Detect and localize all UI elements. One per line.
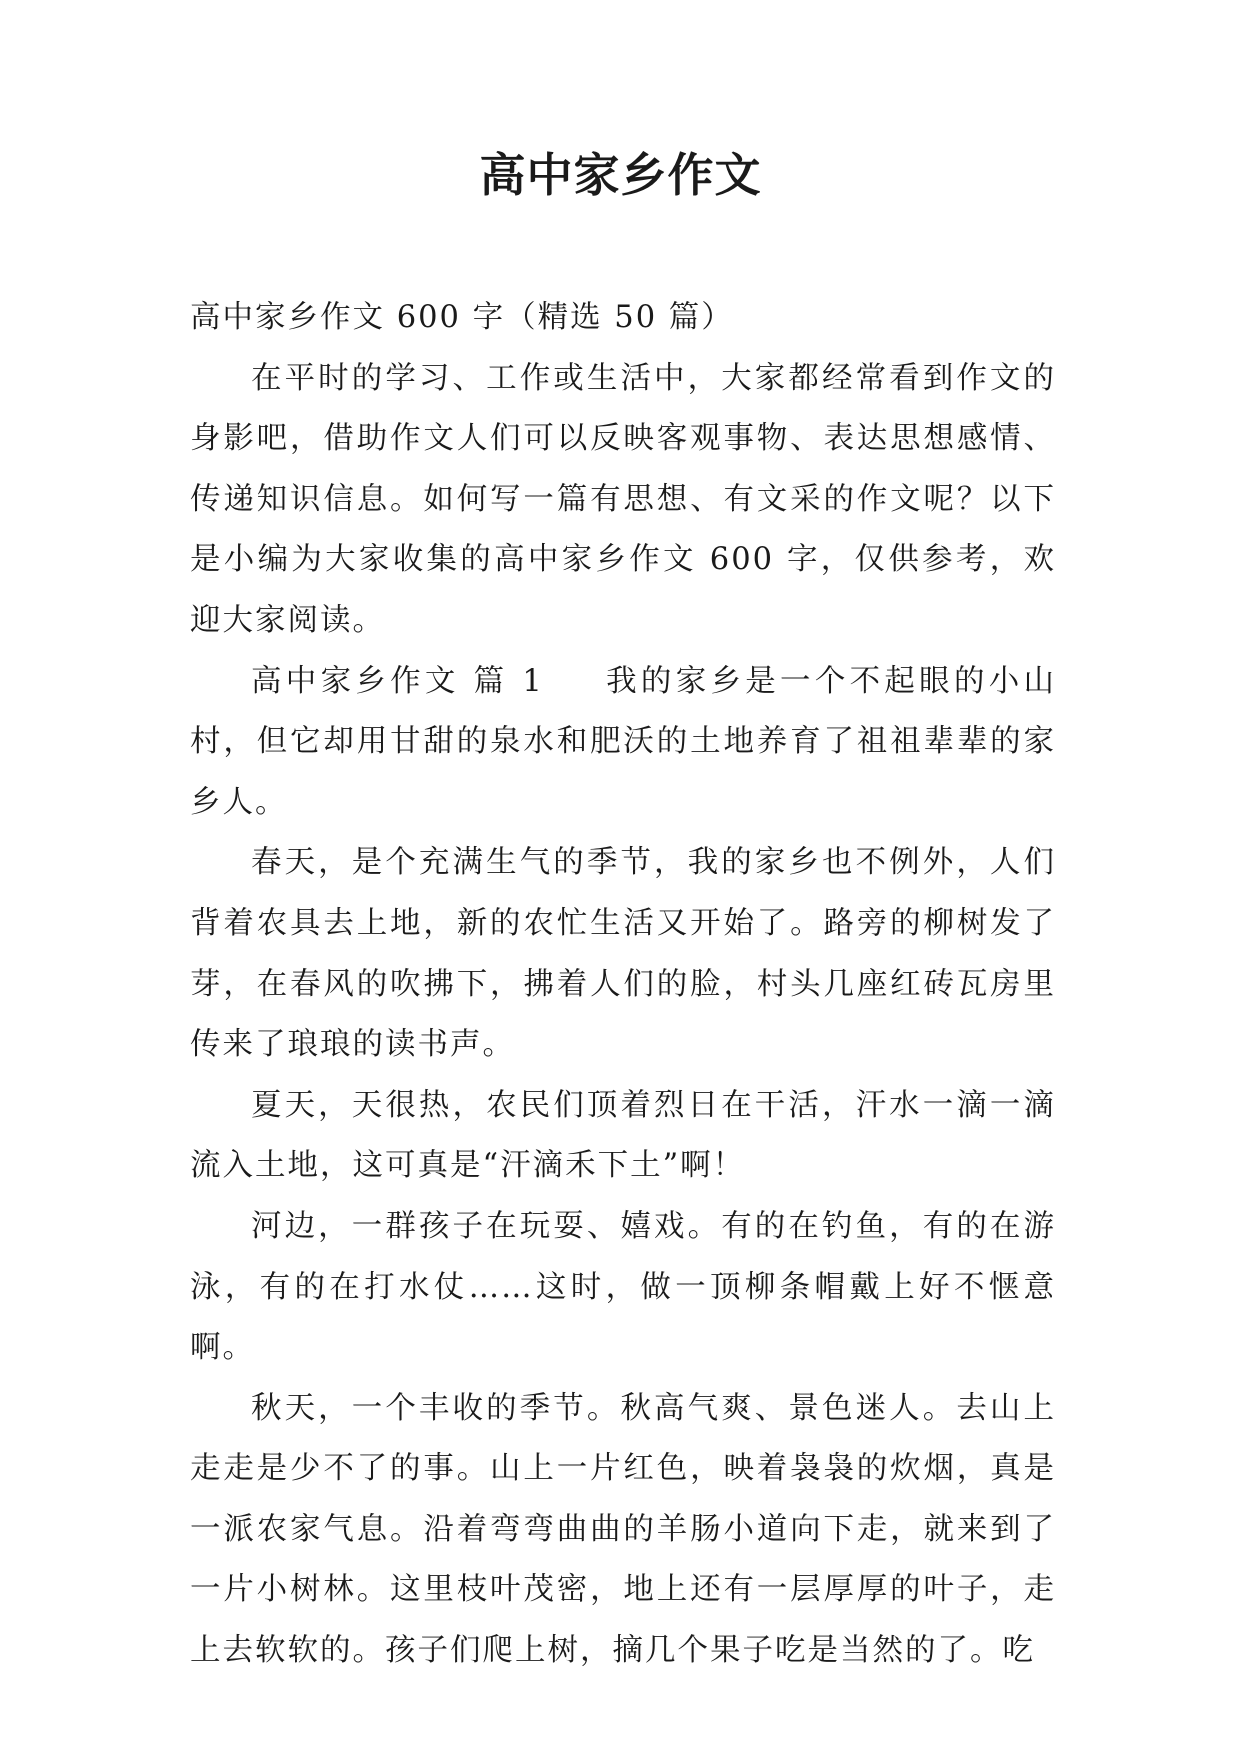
- paragraph-spring: 春天，是个充满生气的季节，我的家乡也不例外，人们背着农具去上地，新的农忙生活又开始了。路旁的柳树发了芽，在春风的吹拂下，拂着人们的脸，村头几座红砖瓦房里传来了琅琅的读书声。: [190, 845, 1056, 1063]
- document-title: 高中家乡作文: [479, 148, 762, 202]
- section-1-paragraph: [190, 652, 1056, 834]
- document-body: [190, 288, 1056, 1682]
- paragraph-river: 河边，一群孩子在玩耍、嬉戏。有的在钓鱼，有的在游泳，有的在打水仗……这时，做一顶柳条帽戴上好不惬意啊。: [190, 1208, 1056, 1366]
- section-label: 高中家乡作文 篇 1: [251, 663, 544, 699]
- section-first-text: 我的家乡是一个不起眼的小山村，但它却用甘甜的泉水和肥沃的土地养育了祖祖辈辈的家乡人。: [190, 663, 1057, 820]
- paragraph-autumn: 秋天，一个丰收的季节。秋高气爽、景色迷人。去山上走走是少不了的事。山上一片红色，映着袅袅的炊烟，真是一派农家气息。沿着弯弯曲曲的羊肠小道向下走，就来到了一片小树林。这里枝叶茂密，地上还有一层厚厚的叶子，走上去软软的。孩子们爬上树，摘几个果子吃是当然的了。吃: [190, 1390, 1056, 1669]
- intro-paragraph: 在平时的学习、工作或生活中，大家都经常看到作文的身影吧，借助作文人们可以反映客观事物、表达思想感情、传递知识信息。如何写一篇有思想、有文采的作文呢？以下是小编为大家收集的高中家乡作文 600 字，仅供参考，欢迎大家阅读。: [190, 360, 1056, 638]
- document-subtitle: 高中家乡作文 600 字（精选 50 篇）: [190, 300, 734, 335]
- paragraph-summer: 夏天，天很热，农民们顶着烈日在干活，汗水一滴一滴流入土地，这可真是“汗滴禾下土”啊！: [190, 1087, 1056, 1184]
